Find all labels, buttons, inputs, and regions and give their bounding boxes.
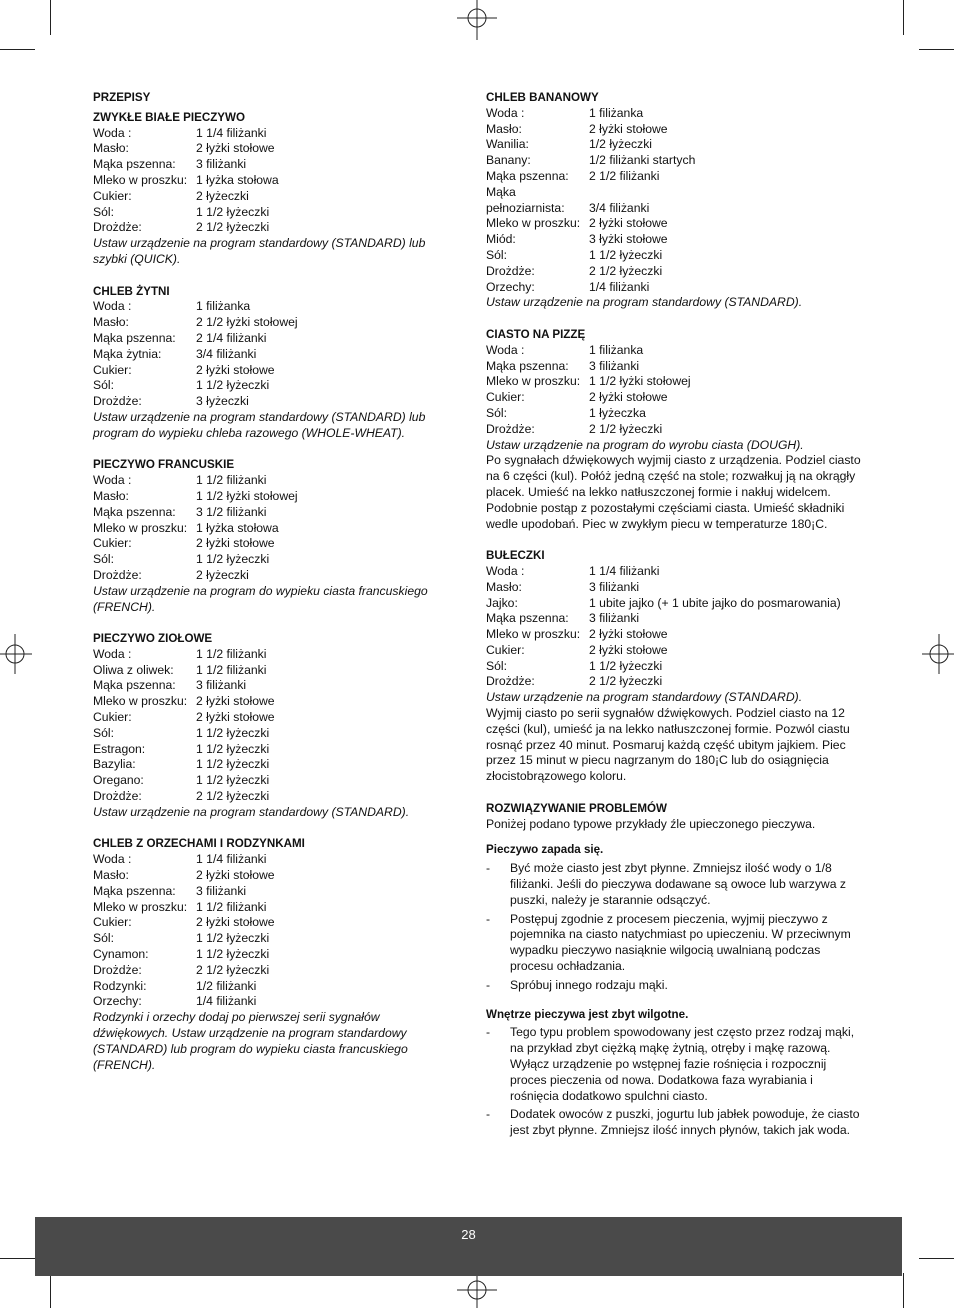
ingredient-row — [93, 536, 453, 552]
ingredient-row — [93, 378, 453, 394]
ingredient-name: Jajko: — [486, 595, 518, 610]
ingredient-name: Mąka pszenna: — [486, 168, 569, 183]
problem-title: Pieczywo zapada się. — [486, 843, 604, 857]
ingredient-row — [93, 489, 453, 505]
ingredient-name: Mąka pszenna: — [93, 504, 176, 519]
ingredient-amount: 2 łyżki stołowe — [196, 362, 275, 377]
ingredient-row — [93, 710, 453, 726]
ingredient-amount: 2 łyżki stołowe — [589, 121, 668, 136]
ingredient-row — [93, 947, 453, 963]
ingredient-row — [93, 189, 453, 205]
ingredient-amount: 3 filiżanki — [589, 579, 640, 594]
crop-mark — [903, 1273, 904, 1308]
ingredient-name: Sól: — [93, 931, 115, 946]
page-footer — [35, 1217, 902, 1276]
ingredient-name: Drożdże: — [486, 421, 535, 436]
ingredient-name: Orzechy: — [93, 994, 142, 1009]
ingredient-name: Cukier: — [486, 390, 525, 405]
recipe-title: ZWYKŁE BIAŁE PIECZYWO — [93, 110, 246, 124]
ingredient-name: Woda : — [93, 299, 132, 314]
ingredient-amount: 1 1/2 łyżeczki — [196, 204, 270, 219]
ingredient-row — [486, 106, 864, 122]
ingredient-row — [486, 185, 864, 201]
ingredient-row — [93, 157, 453, 173]
ingredient-list — [93, 473, 453, 584]
ingredient-list — [93, 299, 453, 410]
ingredient-name: Masło: — [486, 121, 522, 136]
ingredient-row — [486, 343, 864, 359]
ingredient-amount: 1 łyżka stołowa — [196, 520, 279, 535]
ingredient-amount: 1 1/2 łyżeczki — [196, 931, 270, 946]
ingredient-amount: 1 filiżanka — [589, 342, 644, 357]
ingredient-name: Mąka pszenna: — [486, 358, 569, 373]
problem-title: Wnętrze pieczywa jest zbyt wilgotne. — [486, 1007, 689, 1021]
ingredient-amount: 2 1/2 filiżanki — [589, 168, 660, 183]
ingredient-row — [93, 742, 453, 758]
ingredient-row — [486, 232, 864, 248]
ingredient-row — [93, 900, 453, 916]
ingredient-name: Mąka pszenna: — [93, 678, 176, 693]
recipe-title: CHLEB ŻYTNI — [93, 284, 170, 298]
ingredient-name: Masło: — [93, 315, 129, 330]
recipe-title: CHLEB BANANOWY — [486, 91, 599, 104]
ingredient-row — [93, 678, 453, 694]
ingredient-amount: 1 1/2 łyżeczki — [196, 725, 270, 740]
ingredient-name: Estragon: — [93, 741, 146, 756]
ingredient-amount: 1 1/2 łyżeczki — [196, 378, 270, 393]
ingredient-amount: 1 1/2 filiżanki — [196, 646, 267, 661]
ingredient-name: Rodzynki: — [93, 978, 147, 993]
ingredient-row — [486, 169, 864, 185]
ingredient-amount: 1/4 filiżanki — [589, 279, 650, 294]
ingredient-name: Woda : — [486, 563, 525, 578]
ingredient-amount: 1 1/2 filiżanki — [196, 662, 267, 677]
ingredient-name: Mleko w proszku: — [93, 694, 188, 709]
registration-mark-icon — [922, 634, 954, 674]
ingredient-row — [93, 473, 453, 489]
ingredient-amount: 3 łyżki stołowe — [589, 232, 668, 247]
ingredient-amount: 1 łyżeczka — [589, 405, 646, 420]
ingredient-amount: 1 1/2 łyżeczki — [196, 757, 270, 772]
bullet-dash: - — [486, 1025, 491, 1040]
ingredient-row — [486, 153, 864, 169]
ingredient-row — [93, 521, 453, 537]
ingredient-name: Mąka — [486, 184, 516, 199]
ingredient-amount: 1 filiżanka — [196, 299, 251, 314]
ingredient-name: Sól: — [93, 552, 115, 567]
ingredient-name: Woda : — [486, 105, 525, 120]
ingredient-amount: 3/4 filiżanki — [196, 346, 257, 361]
recipe-note: Rodzynki i orzechy dodaj po pierwszej serii sygnałów dźwiękowych. Ustaw urządzenie na program standardowy (STANDARD) lub program do wypieku ciasta francuskiego (FRENCH). — [93, 1010, 408, 1072]
registration-mark-icon — [457, 0, 497, 40]
ingredient-row — [93, 331, 453, 347]
ingredient-amount: 2 łyżki stołowe — [196, 868, 275, 883]
ingredient-name: Mąka żytnia: — [93, 346, 162, 361]
bullet-text: Spróbuj innego rodzaju mąki. — [510, 977, 668, 992]
ingredient-row — [93, 126, 453, 142]
ingredient-amount: 2 1/2 łyżeczki — [589, 421, 663, 436]
ingredient-amount: 1 1/2 łyżeczki — [589, 658, 663, 673]
ingredient-name: Wanilia: — [486, 137, 529, 152]
ingredient-amount: 1 1/4 filiżanki — [196, 852, 267, 867]
ingredient-name: Cukier: — [93, 362, 132, 377]
bullet-text: Postępuj zgodnie z procesem pieczenia, wyjmij pieczywo z pojemnika na ciasto natychmiast po upieczeniu. W przeciwnym wypadku pieczywo nasiąknie wilgocią uwalnianą podczas procesu ochładzania. — [510, 911, 851, 974]
ingredient-amount: 2 1/2 łyżeczki — [196, 962, 270, 977]
problem-bullets — [486, 861, 864, 993]
bullet-dash: - — [486, 977, 491, 992]
recipe-sections — [93, 110, 453, 1074]
ingredient-name: Oliwa z oliwek: — [93, 662, 174, 677]
ingredient-name: Mąka pszenna: — [93, 883, 176, 898]
ingredient-amount: 1 1/4 filiżanki — [196, 125, 267, 140]
ingredient-amount: 3 łyżeczki — [196, 394, 249, 409]
recipes-header: PRZEPISY — [93, 91, 151, 104]
ingredient-name: Sól: — [486, 658, 508, 673]
ingredient-name: Mąka pszenna: — [93, 157, 176, 172]
ingredient-row — [486, 627, 864, 643]
ingredient-row — [93, 173, 453, 189]
crop-mark — [903, 0, 904, 35]
ingredient-row — [93, 852, 453, 868]
recipe-section — [93, 836, 453, 1073]
ingredient-row — [93, 205, 453, 221]
ingredient-list — [93, 647, 453, 805]
ingredient-row — [486, 596, 864, 612]
ingredient-amount: 3 filiżanki — [589, 611, 640, 626]
ingredient-amount: 2 1/2 łyżeczki — [196, 220, 270, 235]
ingredient-row — [93, 505, 453, 521]
ingredient-amount — [589, 185, 864, 201]
ingredient-amount: 1 1/4 filiżanki — [589, 563, 660, 578]
ingredient-list — [486, 564, 864, 690]
ingredient-name: Mleko w proszku: — [93, 899, 188, 914]
problem-bullets — [486, 1025, 864, 1139]
registration-mark-icon — [0, 634, 32, 674]
bullet-text: Dodatek owoców z puszki, jogurtu lub jabłek powoduje, że ciasto jest zbyt płynne. Zmniejsz ilość innych płynów, takich jak woda. — [510, 1107, 860, 1138]
ingredient-amount: 2 łyżeczki — [196, 188, 249, 203]
ingredient-amount: 2 łyżki stołowe — [589, 216, 668, 231]
ingredient-amount: 1/4 filiżanki — [196, 994, 257, 1009]
crop-mark — [919, 1258, 954, 1259]
ingredient-amount: 3 filiżanki — [589, 358, 640, 373]
ingredient-row — [93, 552, 453, 568]
troubleshooting-title: ROZWIĄZYWANIE PROBLEMÓW — [486, 801, 667, 815]
ingredient-row — [486, 674, 864, 690]
ingredient-name: Mąka pszenna: — [486, 611, 569, 626]
recipe-pizza-dough — [486, 327, 864, 532]
ingredient-name: Drożdże: — [486, 674, 535, 689]
ingredient-row — [93, 994, 453, 1010]
ingredient-row — [93, 773, 453, 789]
ingredient-row — [486, 264, 864, 280]
recipe-title: BUŁECZKI — [486, 549, 545, 563]
ingredient-row — [93, 141, 453, 157]
ingredient-list — [93, 126, 453, 237]
crop-mark — [0, 49, 35, 50]
ingredient-row — [93, 868, 453, 884]
ingredient-row — [486, 359, 864, 375]
ingredient-name: Mleko w proszku: — [93, 172, 188, 187]
ingredient-amount: 2 łyżki stołowe — [589, 642, 668, 657]
ingredient-row — [93, 568, 453, 584]
recipe-rolls — [486, 548, 864, 785]
ingredient-name: Drożdże: — [93, 394, 142, 409]
ingredient-name: pełnoziarnista: — [486, 200, 565, 215]
recipe-section — [93, 110, 453, 268]
ingredient-name: Drożdże: — [93, 962, 142, 977]
recipe-instructions: Po sygnałach dźwiękowych wyjmij ciasto z urządzenia. Podziel ciasto na 6 części (kul). Połóż jedną część na stole; rozwałkuj ją na okrągły placek. Umieść na lekko natłuszczonej formie i nakłuj widelcem. Podobnie postąp z pozostałymi częściami ciasta. Umieść składniki wedle upodobań. Piec w zwykłym piecu w temperaturze 180¡C. — [486, 453, 861, 531]
ingredient-row — [486, 248, 864, 264]
bullet-dash: - — [486, 1107, 491, 1122]
ingredient-name: Woda : — [93, 473, 132, 488]
bullet-item — [486, 1025, 864, 1104]
ingredient-list — [486, 343, 864, 438]
left-column — [93, 90, 453, 1089]
ingredient-name: Cukier: — [93, 710, 132, 725]
right-column — [486, 90, 864, 1139]
ingredient-row — [93, 915, 453, 931]
ingredient-row — [93, 963, 453, 979]
ingredient-amount: 1/2 filiżanki — [196, 978, 257, 993]
ingredient-name: Oregano: — [93, 773, 144, 788]
ingredient-row — [486, 137, 864, 153]
ingredient-amount: 2 łyżki stołowe — [589, 390, 668, 405]
recipe-title: PIECZYWO FRANCUSKIE — [93, 458, 235, 472]
recipe-section — [93, 284, 453, 442]
ingredient-row — [486, 280, 864, 296]
ingredient-name: Masło: — [486, 579, 522, 594]
ingredient-amount: 2 łyżki stołowe — [196, 915, 275, 930]
ingredient-name: Bazylia: — [93, 757, 136, 772]
ingredient-name: Mleko w proszku: — [486, 374, 581, 389]
page-number: 28 — [461, 1227, 476, 1242]
recipe-note: Ustaw urządzenie na program standardowy (STANDARD) lub szybki (QUICK). — [93, 236, 426, 266]
ingredient-row — [93, 347, 453, 363]
ingredient-amount: 1/2 łyżeczki — [589, 137, 652, 152]
recipe-note: Ustaw urządzenie na program do wypieku ciasta francuskiego (FRENCH). — [93, 583, 428, 614]
ingredient-amount: 3 filiżanki — [196, 157, 247, 172]
ingredient-amount: 1 łyżka stołowa — [196, 172, 279, 187]
recipe-banana-bread — [486, 90, 864, 311]
ingredient-row — [486, 422, 864, 438]
ingredient-amount: 1 1/2 filiżanki — [196, 473, 267, 488]
ingredient-amount: 2 1/2 łyżeczki — [589, 674, 663, 689]
ingredient-row — [486, 201, 864, 217]
ingredient-amount: 2 łyżeczki — [196, 567, 249, 582]
ingredient-row — [93, 663, 453, 679]
bullet-text: Być może ciasto jest zbyt płynne. Zmniejsz ilość wody o 1/8 filiżanki. Jeśli do pieczywa dodawane są owoce lub warzywa z puszki, należy je starannie odsączyć. — [510, 861, 846, 907]
ingredient-amount: 2 łyżki stołowe — [196, 141, 275, 156]
ingredient-amount: 1 1/2 łyżki stołowej — [196, 488, 298, 503]
ingredient-name: Mleko w proszku: — [486, 627, 581, 642]
ingredient-name: Sól: — [93, 378, 115, 393]
ingredient-name: Mleko w proszku: — [486, 216, 581, 231]
ingredient-row — [486, 564, 864, 580]
ingredient-name: Woda : — [93, 125, 132, 140]
ingredient-name: Cukier: — [93, 915, 132, 930]
ingredient-name: Drożdże: — [486, 263, 535, 278]
ingredient-amount: 2 1/2 łyżki stołowej — [196, 315, 298, 330]
ingredient-amount: 1 1/2 łyżeczki — [196, 773, 270, 788]
ingredient-name: Woda : — [93, 852, 132, 867]
ingredient-row — [93, 789, 453, 805]
ingredient-row — [93, 757, 453, 773]
ingredient-amount: 1 filiżanka — [589, 105, 644, 120]
crop-mark — [919, 49, 954, 50]
crop-mark — [50, 1273, 51, 1308]
ingredient-row — [486, 580, 864, 596]
ingredient-row — [93, 363, 453, 379]
ingredient-name: Masło: — [93, 488, 129, 503]
ingredient-name: Banany: — [486, 153, 531, 168]
bullet-text: Tego typu problem spowodowany jest często przez rodzaj mąki, na przykład zbyt ciężką mąkę żytnią, otręby i mąkę razową. Wyłącz urządzenie po wstępnej fazie rośnięcia i rozpocznij proces pieczenia od nowa. Dodatkowa faza wyrabiania i rośnięcia dodatkowo spulchni ciasto. — [510, 1025, 855, 1103]
ingredient-name: Cukier: — [93, 188, 132, 203]
ingredient-name: Sól: — [486, 247, 508, 262]
bullet-item — [486, 912, 864, 975]
recipe-section — [93, 457, 453, 615]
ingredient-name: Drożdże: — [93, 567, 142, 582]
recipe-title: PIECZYWO ZIOŁOWE — [93, 632, 213, 646]
recipe-note: Ustaw urządzenie na program standardowy (STANDARD). — [486, 690, 803, 705]
ingredient-name: Drożdże: — [93, 789, 142, 804]
bullet-item — [486, 861, 864, 908]
ingredient-row — [93, 726, 453, 742]
bullet-dash: - — [486, 911, 491, 926]
ingredient-amount: 2 łyżki stołowe — [196, 710, 275, 725]
crop-mark — [0, 1258, 35, 1259]
recipe-section — [93, 631, 453, 821]
ingredient-row — [486, 406, 864, 422]
ingredient-row — [93, 931, 453, 947]
ingredient-name: Cynamon: — [93, 947, 149, 962]
crop-mark — [50, 0, 51, 35]
ingredient-name: Cukier: — [486, 642, 525, 657]
ingredient-amount: 1 1/2 łyżki stołowej — [589, 374, 691, 389]
ingredient-name: Sól: — [93, 725, 115, 740]
ingredient-name: Mąka pszenna: — [93, 330, 176, 345]
recipe-note: Ustaw urządzenie na program standardowy (STANDARD). — [486, 295, 803, 310]
ingredient-row — [93, 694, 453, 710]
ingredient-amount: 2 1/4 filiżanki — [196, 330, 267, 345]
ingredient-list — [486, 106, 864, 296]
ingredient-amount: 1 1/2 łyżeczki — [196, 947, 270, 962]
recipe-note: Ustaw urządzenie na program standardowy (STANDARD). — [93, 804, 410, 819]
ingredient-row — [93, 647, 453, 663]
bullet-dash: - — [486, 861, 491, 876]
ingredient-list — [93, 852, 453, 1010]
ingredient-row — [486, 374, 864, 390]
ingredient-amount: 3/4 filiżanki — [589, 200, 650, 215]
ingredient-row — [486, 643, 864, 659]
ingredient-row — [93, 884, 453, 900]
ingredient-amount: 2 łyżki stołowe — [196, 536, 275, 551]
recipe-instructions: Wyjmij ciasto po serii sygnałów dźwiękowych. Podziel ciasto na 12 części (kul), umieść ja na lekko natłuszczonej formie. Pozwól ciastu rosnąć przez 40 minut. Posmaruj każdą część ubitym jajkiem. Piec przez 15 minut w piecu nagrzanym do 180¡C lub do osiągnięcia złocistobrązowego koloru. — [486, 706, 850, 784]
ingredient-name: Drożdże: — [93, 220, 142, 235]
ingredient-row — [93, 315, 453, 331]
ingredient-row — [93, 979, 453, 995]
bullet-item — [486, 978, 864, 994]
ingredient-name: Orzechy: — [486, 279, 535, 294]
ingredient-name: Masło: — [93, 141, 129, 156]
ingredient-name: Miód: — [486, 232, 516, 247]
recipe-note: Ustaw urządzenie na program standardowy (STANDARD) lub program do wypieku chleba razowego (WHOLE-WHEAT). — [93, 409, 426, 440]
ingredient-name: Woda : — [93, 646, 132, 661]
ingredient-row — [93, 220, 453, 236]
ingredient-row — [486, 216, 864, 232]
ingredient-name: Sól: — [486, 405, 508, 420]
recipe-title: CHLEB Z ORZECHAMI I RODZYNKAMI — [93, 837, 305, 851]
ingredient-amount: 3 filiżanki — [196, 678, 247, 693]
ingredient-amount: 1 1/2 łyżeczki — [196, 552, 270, 567]
ingredient-amount: 1 1/2 filiżanki — [196, 899, 267, 914]
troubleshooting-intro: Poniżej podano typowe przykłady źle upieczonego pieczywa. — [486, 816, 816, 831]
ingredient-name: Woda : — [486, 342, 525, 357]
ingredient-row — [486, 611, 864, 627]
ingredient-row — [93, 299, 453, 315]
ingredient-amount: 1/2 filiżanki startych — [589, 153, 696, 168]
bullet-item — [486, 1107, 864, 1139]
registration-mark-icon — [457, 1271, 497, 1308]
ingredient-amount: 1 1/2 łyżeczki — [589, 247, 663, 262]
troubleshooting-section — [486, 801, 864, 1139]
ingredient-row — [93, 394, 453, 410]
ingredient-amount: 3 filiżanki — [196, 883, 247, 898]
ingredient-amount: 3 1/2 filiżanki — [196, 504, 267, 519]
ingredient-name: Masło: — [93, 868, 129, 883]
ingredient-name: Mleko w proszku: — [93, 520, 188, 535]
ingredient-amount: 1 1/2 łyżeczki — [196, 741, 270, 756]
ingredient-row — [486, 390, 864, 406]
recipe-note: Ustaw urządzenie na program do wyrobu ciasta (DOUGH). — [486, 437, 804, 452]
ingredient-amount: 2 1/2 łyżeczki — [589, 263, 663, 278]
ingredient-row — [486, 659, 864, 675]
ingredient-amount: 2 1/2 łyżeczki — [196, 789, 270, 804]
ingredient-amount: 2 łyżki stołowe — [196, 694, 275, 709]
ingredient-name: Sól: — [93, 204, 115, 219]
ingredient-amount: 2 łyżki stołowe — [589, 627, 668, 642]
ingredient-name: Cukier: — [93, 536, 132, 551]
ingredient-amount: 1 ubite jajko (+ 1 ubite jajko do posmarowania) — [589, 595, 841, 610]
recipe-title: CIASTO NA PIZZĘ — [486, 327, 586, 341]
ingredient-row — [486, 122, 864, 138]
